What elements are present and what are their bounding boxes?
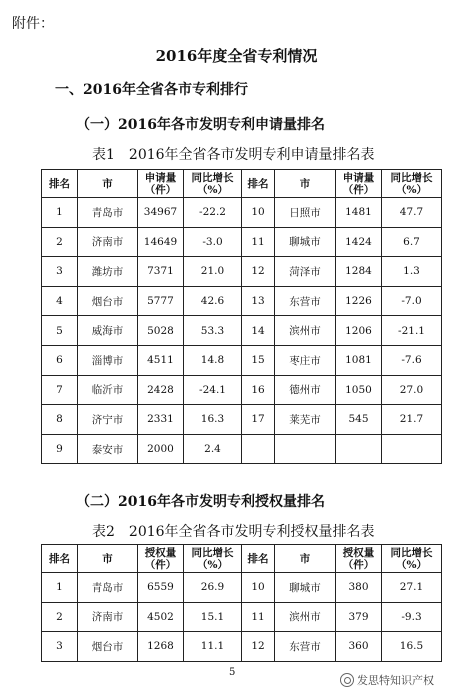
table-cell: 烟台市 <box>78 632 138 662</box>
table-cell: 42.6 <box>184 286 242 316</box>
table-cell: -22.2 <box>184 198 242 228</box>
table-cell: -7.6 <box>382 345 442 375</box>
table-cell: 6.7 <box>382 227 442 257</box>
table-cell: 3 <box>42 257 78 287</box>
table-cell: 1081 <box>336 345 382 375</box>
table-cell: 聊城市 <box>275 227 336 257</box>
table-cell: -9.3 <box>382 602 442 632</box>
table-cell <box>242 434 275 464</box>
table-cell: 济南市 <box>78 227 138 257</box>
table-cell: 15 <box>242 345 275 375</box>
table-cell: 11 <box>242 227 275 257</box>
table-header-cell: 申请量（件） <box>138 170 184 198</box>
table-cell: 9 <box>42 434 78 464</box>
table-cell: 2331 <box>138 405 184 435</box>
table-cell: 380 <box>336 573 382 603</box>
table-cell: 15.1 <box>184 602 242 632</box>
table-header-cell: 同比增长（%） <box>382 170 442 198</box>
table-cell: -21.1 <box>382 316 442 346</box>
table-cell: 21.7 <box>382 405 442 435</box>
table-row <box>42 405 442 435</box>
table-cell: 临沂市 <box>78 375 138 405</box>
page-number: 5 <box>229 667 236 678</box>
table-cell: 东营市 <box>275 632 336 662</box>
table-header-cell: 同比增长（%） <box>184 545 242 573</box>
table-row <box>42 257 442 287</box>
table-cell: 360 <box>336 632 382 662</box>
table-row <box>42 316 442 346</box>
table-cell: 烟台市 <box>78 286 138 316</box>
table-cell: 10 <box>242 573 275 603</box>
table-cell: -24.1 <box>184 375 242 405</box>
document-title: 2016年度全省专利情况 <box>155 47 318 65</box>
table-cell: 1481 <box>336 198 382 228</box>
table-cell: 13 <box>242 286 275 316</box>
table-header-cell: 排名 <box>42 545 78 573</box>
table-cell: 379 <box>336 602 382 632</box>
table-cell: 12 <box>242 632 275 662</box>
table-cell: 2428 <box>138 375 184 405</box>
table-cell: 济宁市 <box>78 405 138 435</box>
table-cell: 威海市 <box>78 316 138 346</box>
table-header-cell: 申请量（件） <box>336 170 382 198</box>
table-cell: 6559 <box>138 573 184 603</box>
table-cell <box>382 434 442 464</box>
table-cell: 青岛市 <box>78 198 138 228</box>
table-cell: 5777 <box>138 286 184 316</box>
table-cell: 1 <box>42 198 78 228</box>
table-cell: 7371 <box>138 257 184 287</box>
table-header-cell: 市 <box>78 170 138 198</box>
table-cell: 4511 <box>138 345 184 375</box>
table-cell: 47.7 <box>382 198 442 228</box>
table-cell: 滨州市 <box>275 316 336 346</box>
table-cell: -7.0 <box>382 286 442 316</box>
table-cell: 5028 <box>138 316 184 346</box>
table-cell: 淄博市 <box>78 345 138 375</box>
table-cell: -3.0 <box>184 227 242 257</box>
table-header-cell: 授权量（件） <box>138 545 184 573</box>
table-cell: 泰安市 <box>78 434 138 464</box>
attachment-label: 附件： <box>12 16 54 32</box>
table-cell: 1 <box>42 573 78 603</box>
table-cell: 8 <box>42 405 78 435</box>
table-cell: 莱芜市 <box>275 405 336 435</box>
table-cell: 16.3 <box>184 405 242 435</box>
table-header-cell: 同比增长（%） <box>184 170 242 198</box>
table-header-cell: 市 <box>78 545 138 573</box>
table-cell: 5 <box>42 316 78 346</box>
table-cell: 枣庄市 <box>275 345 336 375</box>
table1-caption: 表1 2016年全省各市发明专利申请量排名表 <box>92 147 375 163</box>
table-cell: 545 <box>336 405 382 435</box>
table2-grant-ranking <box>41 544 442 662</box>
table-header-cell: 授权量（件） <box>336 545 382 573</box>
table-cell <box>336 434 382 464</box>
table-cell: 东营市 <box>275 286 336 316</box>
section-heading-1: 一、2016年全省各市专利排行 <box>55 82 248 98</box>
table-row <box>42 375 442 405</box>
table-cell: 14649 <box>138 227 184 257</box>
table-cell: 1.3 <box>382 257 442 287</box>
table2-caption: 表2 2016年全省各市发明专利授权量排名表 <box>92 524 375 540</box>
table-header-cell: 排名 <box>42 170 78 198</box>
table-cell: 1226 <box>336 286 382 316</box>
table-cell: 1050 <box>336 375 382 405</box>
table-cell: 1424 <box>336 227 382 257</box>
table-row <box>42 632 442 662</box>
table-cell: 16.5 <box>382 632 442 662</box>
table-row <box>42 573 442 603</box>
table-cell: 7 <box>42 375 78 405</box>
table-row <box>42 602 442 632</box>
watermark <box>340 672 434 688</box>
table-cell: 34967 <box>138 198 184 228</box>
table-header-cell: 市 <box>275 170 336 198</box>
table-cell: 53.3 <box>184 316 242 346</box>
table-cell: 菏泽市 <box>275 257 336 287</box>
table-header-cell: 同比增长（%） <box>382 545 442 573</box>
table-cell: 2.4 <box>184 434 242 464</box>
table-cell: 1206 <box>336 316 382 346</box>
table-cell: 济南市 <box>78 602 138 632</box>
table-cell: 2000 <box>138 434 184 464</box>
table-cell: 16 <box>242 375 275 405</box>
watermark-text: 发思特知识产权 <box>357 674 434 687</box>
table-cell: 21.0 <box>184 257 242 287</box>
table-cell: 27.1 <box>382 573 442 603</box>
table-cell: 26.9 <box>184 573 242 603</box>
table-cell: 德州市 <box>275 375 336 405</box>
table-cell: 6 <box>42 345 78 375</box>
table-cell: 潍坊市 <box>78 257 138 287</box>
table-cell: 4 <box>42 286 78 316</box>
subsection-heading-2: （二）2016年各市发明专利授权量排名 <box>76 494 325 510</box>
table-row <box>42 198 442 228</box>
table-cell: 14 <box>242 316 275 346</box>
table-header-cell: 排名 <box>242 545 275 573</box>
table1-application-ranking <box>41 169 442 464</box>
subsection-heading-1: （一）2016年各市发明专利申请量排名 <box>76 117 325 133</box>
table-header-cell: 市 <box>275 545 336 573</box>
table-row <box>42 286 442 316</box>
table-row <box>42 434 442 464</box>
table-header-cell: 排名 <box>242 170 275 198</box>
table-cell: 27.0 <box>382 375 442 405</box>
table-cell: 聊城市 <box>275 573 336 603</box>
table-row <box>42 345 442 375</box>
table-cell: 2 <box>42 602 78 632</box>
table-cell <box>275 434 336 464</box>
table-cell: 10 <box>242 198 275 228</box>
table-cell: 1284 <box>336 257 382 287</box>
wechat-logo-icon <box>340 673 354 687</box>
table-row <box>42 227 442 257</box>
table-cell: 14.8 <box>184 345 242 375</box>
table-cell: 滨州市 <box>275 602 336 632</box>
table-cell: 3 <box>42 632 78 662</box>
table-cell: 日照市 <box>275 198 336 228</box>
table-cell: 11.1 <box>184 632 242 662</box>
table-cell: 2 <box>42 227 78 257</box>
table-cell: 1268 <box>138 632 184 662</box>
table-cell: 12 <box>242 257 275 287</box>
table-cell: 11 <box>242 602 275 632</box>
table-cell: 17 <box>242 405 275 435</box>
table-cell: 青岛市 <box>78 573 138 603</box>
table-cell: 4502 <box>138 602 184 632</box>
